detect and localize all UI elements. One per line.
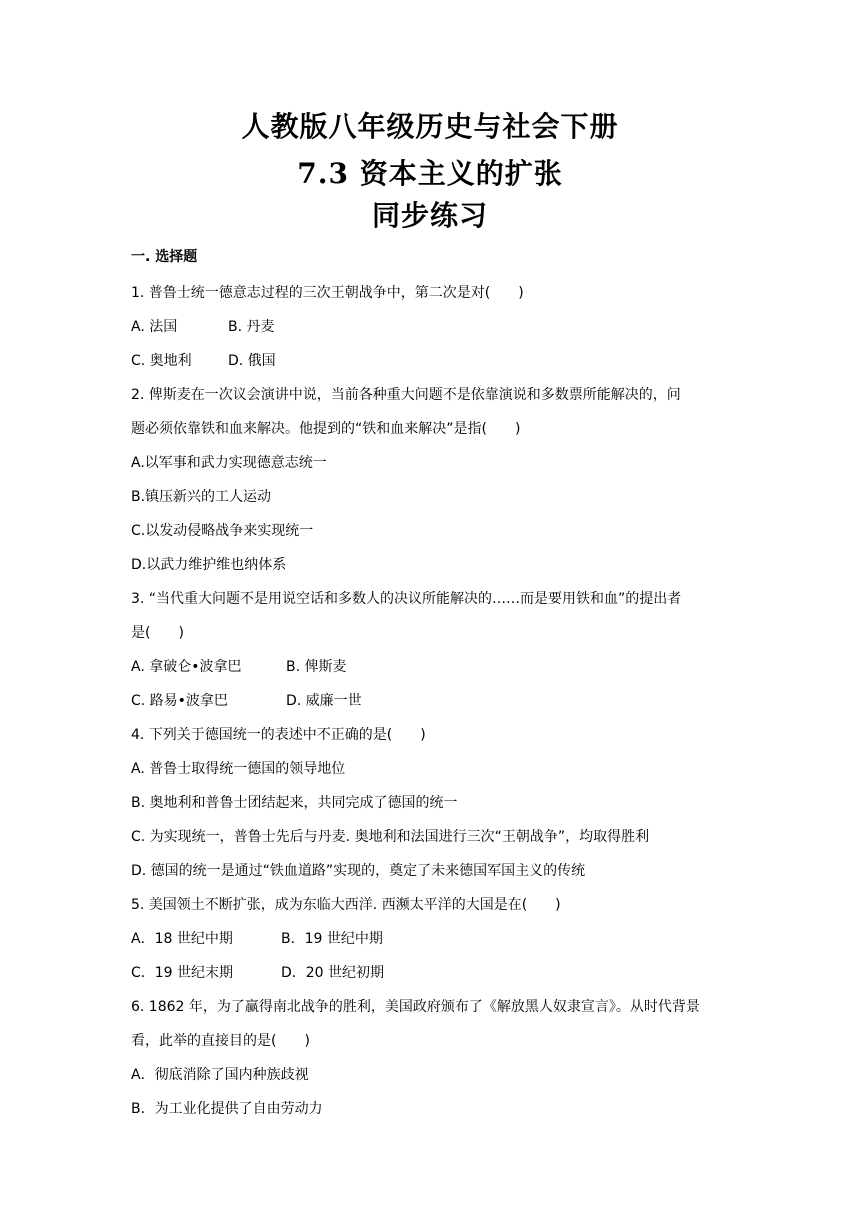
option-row <box>131 344 735 378</box>
option-d: D．20 世纪初期 <box>281 965 385 981</box>
option-c: C. 为实现统一，普鲁士先后与丹麦. 奥地利和法国进行三次“王朝战争”，均取得胜利 <box>131 829 650 845</box>
question-stem: 1. 普鲁士统一德意志过程的三次王朝战争中，第二次是对( ) <box>131 285 524 301</box>
question-stem: 题必须依靠铁和血来解决。他提到的“铁和血来解决”是指( ) <box>131 421 521 437</box>
option-b: B. 丹麦 <box>228 319 275 335</box>
option-row <box>131 310 735 344</box>
question-3 <box>131 582 735 718</box>
option-row <box>131 684 735 718</box>
option-c: C. 奥地利 <box>131 353 192 369</box>
question-1 <box>131 276 735 378</box>
exercise-title: 同步练习 <box>371 199 488 232</box>
question-stem: 5. 美国领土不断扩张，成为东临大西洋. 西濒太平洋的大国是在( ) <box>131 897 561 913</box>
question-stem: 看，此举的直接目的是( ) <box>131 1033 310 1049</box>
option-d: D. 俄国 <box>228 353 276 369</box>
option-c: C．19 世纪末期 <box>131 965 234 981</box>
option-b: B. 奥地利和普鲁士团结起来，共同完成了德国的统一 <box>131 795 458 811</box>
question-stem: 4. 下列关于德国统一的表述中不正确的是( ) <box>131 727 426 743</box>
question-stem: 2. 俾斯麦在一次议会演讲中说，当前各种重大问题不是依靠演说和多数票所能解决的，问 <box>131 387 681 403</box>
option-d: D. 威廉一世 <box>286 693 362 709</box>
option-a: A. 普鲁士取得统一德国的领导地位 <box>131 761 346 777</box>
option-b: B.镇压新兴的工人运动 <box>131 489 272 505</box>
question-5 <box>131 888 735 990</box>
option-b: B．19 世纪中期 <box>281 931 383 947</box>
question-4 <box>131 718 735 888</box>
question-stem: 是( ) <box>131 625 184 641</box>
option-d: D.以武力维护维也纳体系 <box>131 557 287 573</box>
question-2 <box>131 378 735 582</box>
option-a: A．18 世纪中期 <box>131 931 233 947</box>
lesson-title: 7.3 资本主义的扩张 <box>297 157 563 190</box>
option-row <box>131 650 735 684</box>
option-c: C.以发动侵略战争来实现统一 <box>131 523 314 539</box>
document-title: 人教版八年级历史与社会下册 <box>241 110 619 143</box>
option-row <box>131 922 735 956</box>
option-a: A. 拿破仑•波拿巴 <box>131 659 242 675</box>
option-a: A. 法国 <box>131 319 178 335</box>
question-list <box>131 276 735 1126</box>
question-6 <box>131 990 735 1126</box>
section-heading: 一. 选择题 <box>131 249 198 265</box>
option-b: B．为工业化提供了自由劳动力 <box>131 1101 323 1117</box>
option-a: A．彻底消除了国内种族歧视 <box>131 1067 309 1083</box>
option-d: D. 德国的统一是通过“铁血道路”实现的，奠定了未来德国军国主义的传统 <box>131 863 586 879</box>
option-a: A.以军事和武力实现德意志统一 <box>131 455 327 471</box>
question-stem: 6. 1862 年，为了赢得南北战争的胜利，美国政府颁布了《解放黑人奴隶宣言》。从时代背景 <box>131 999 700 1015</box>
option-row <box>131 956 735 990</box>
option-c: C. 路易•波拿巴 <box>131 693 228 709</box>
option-b: B. 俾斯麦 <box>286 659 347 675</box>
question-stem: 3. “当代重大问题不是用说空话和多数人的决议所能解决的……而是要用铁和血”的提出者 <box>131 591 682 607</box>
